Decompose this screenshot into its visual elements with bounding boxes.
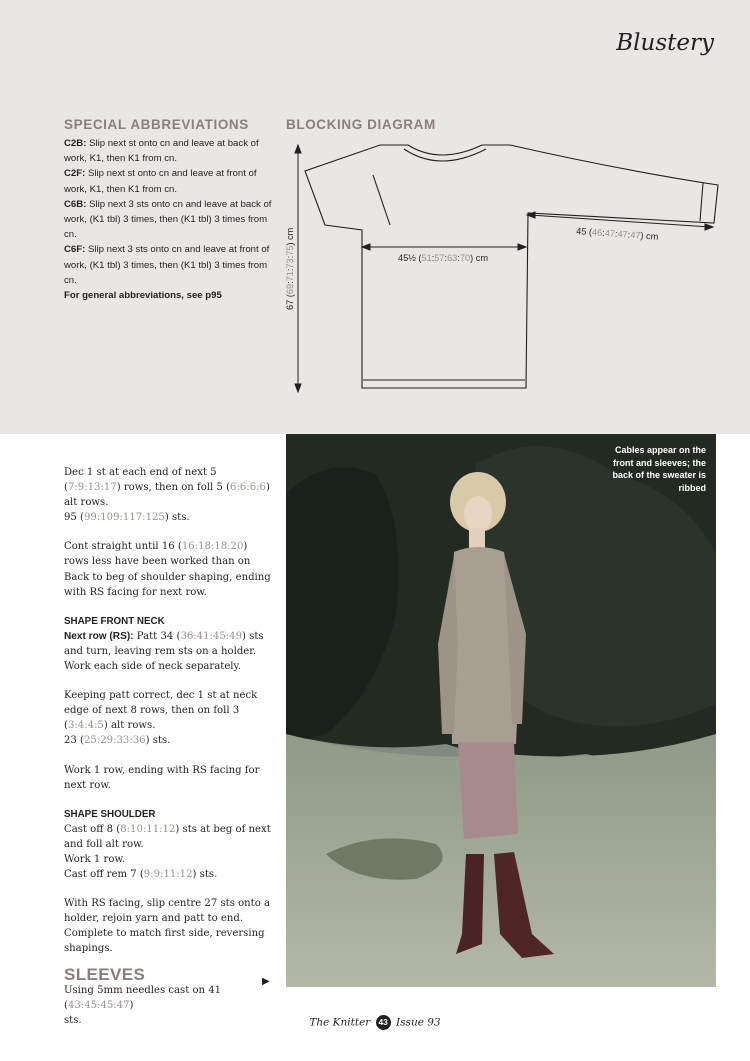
sleeve-measurement: 45 (46:47:47:47) cm (575, 226, 659, 242)
paragraph: Using 5mm needles cast on 41 (43:45:45:47) sts. (64, 984, 222, 1026)
shape-shoulder-heading: SHAPE SHOULDER (64, 808, 156, 820)
abbreviations-footer: For general abbreviations, see p95 (64, 290, 222, 302)
photo-caption: Cables appear on the front and sleeves; the back of the sweater is ribbed (612, 445, 706, 493)
blocking-diagram (280, 135, 720, 400)
abbreviations-list (64, 136, 276, 303)
abbreviation-text: Slip next st onto cn and leave at back of work, K1, then K1 from cn. (64, 138, 259, 165)
paragraph: Cont straight until 16 (16:18:18:20) rows less have been worked than on Back to beg of shoulder shaping, ending with RS facing for next row. (64, 541, 271, 598)
left-cuff-line (373, 175, 390, 225)
issue-number: Issue 93 (396, 1016, 441, 1029)
magazine-name: The Knitter (309, 1016, 371, 1029)
paragraph: Keeping patt correct, dec 1 st at neck edge of next 8 rows, then on foll 3 (3:4:4:5) alt rows. 23 (25:29:33:36) sts. (64, 690, 258, 747)
sweater-outline (305, 145, 718, 388)
abbreviation-item (64, 242, 276, 288)
right-cuff-line (700, 183, 703, 221)
continue-arrow-icon: ▶ (262, 976, 270, 987)
abbreviation-text: Slip next st onto cn and leave at front of work, K1, then K1 from cn. (64, 168, 257, 195)
paragraph: With RS facing, slip centre 27 sts onto a holder, rejoin yarn and patt to end. Complete to match first side, reversing shapings. (64, 898, 271, 955)
page-footer (0, 1015, 750, 1030)
model-photo (286, 434, 716, 987)
shape-front-neck-heading: SHAPE FRONT NECK (64, 615, 165, 627)
length-measurement: 67 (69:71:73:75) cm (285, 227, 295, 310)
abbreviation-code: C2F: (64, 168, 86, 180)
paragraph: Cast off 8 (8:10:11:12) sts at beg of next and foll alt row. Work 1 row. Cast off rem 7 (9:9:11:12) sts. (64, 823, 271, 881)
abbreviation-code: C6B: (64, 198, 87, 210)
sleeves-heading: SLEEVES (64, 964, 146, 984)
abbreviation-code: C6F: (64, 244, 86, 256)
paragraph: Next row (RS): Patt 34 (36:41:45:49) sts and turn, leaving rem sts on a holder. Work each side of neck separately. (64, 630, 264, 673)
paragraph: Work 1 row, ending with RS facing for next row. (64, 764, 260, 791)
abbreviation-text: Slip next 3 sts onto cn and leave at front of work, (K1 tbl) 3 times, then (K1 tbl) 3 times from cn. (64, 244, 270, 286)
abbreviation-text: Slip next 3 sts onto cn and leave at back of work, (K1 tbl) 3 times, then (K1 tbl) 3 times from cn. (64, 198, 272, 241)
abbreviation-item (64, 136, 276, 166)
page-title: Blustery (616, 30, 714, 56)
abbreviation-item (64, 197, 276, 243)
paragraph: Dec 1 st at each end of next 5 (7:9:13:17) rows, then on foll 5 (6:6:6:6) alt rows. 95 (99:109:117:125) sts. (64, 467, 270, 524)
abbreviations-heading: SPECIAL ABBREVIATIONS (64, 117, 249, 132)
width-measurement: 45½ (51:57:63:70) cm (398, 253, 488, 263)
pattern-instructions (64, 465, 274, 1042)
abbreviation-item (64, 166, 276, 196)
blocking-diagram-heading: BLOCKING DIAGRAM (286, 117, 436, 132)
abbreviation-code: C2B: (64, 138, 87, 149)
page-number: 43 (376, 1015, 391, 1030)
